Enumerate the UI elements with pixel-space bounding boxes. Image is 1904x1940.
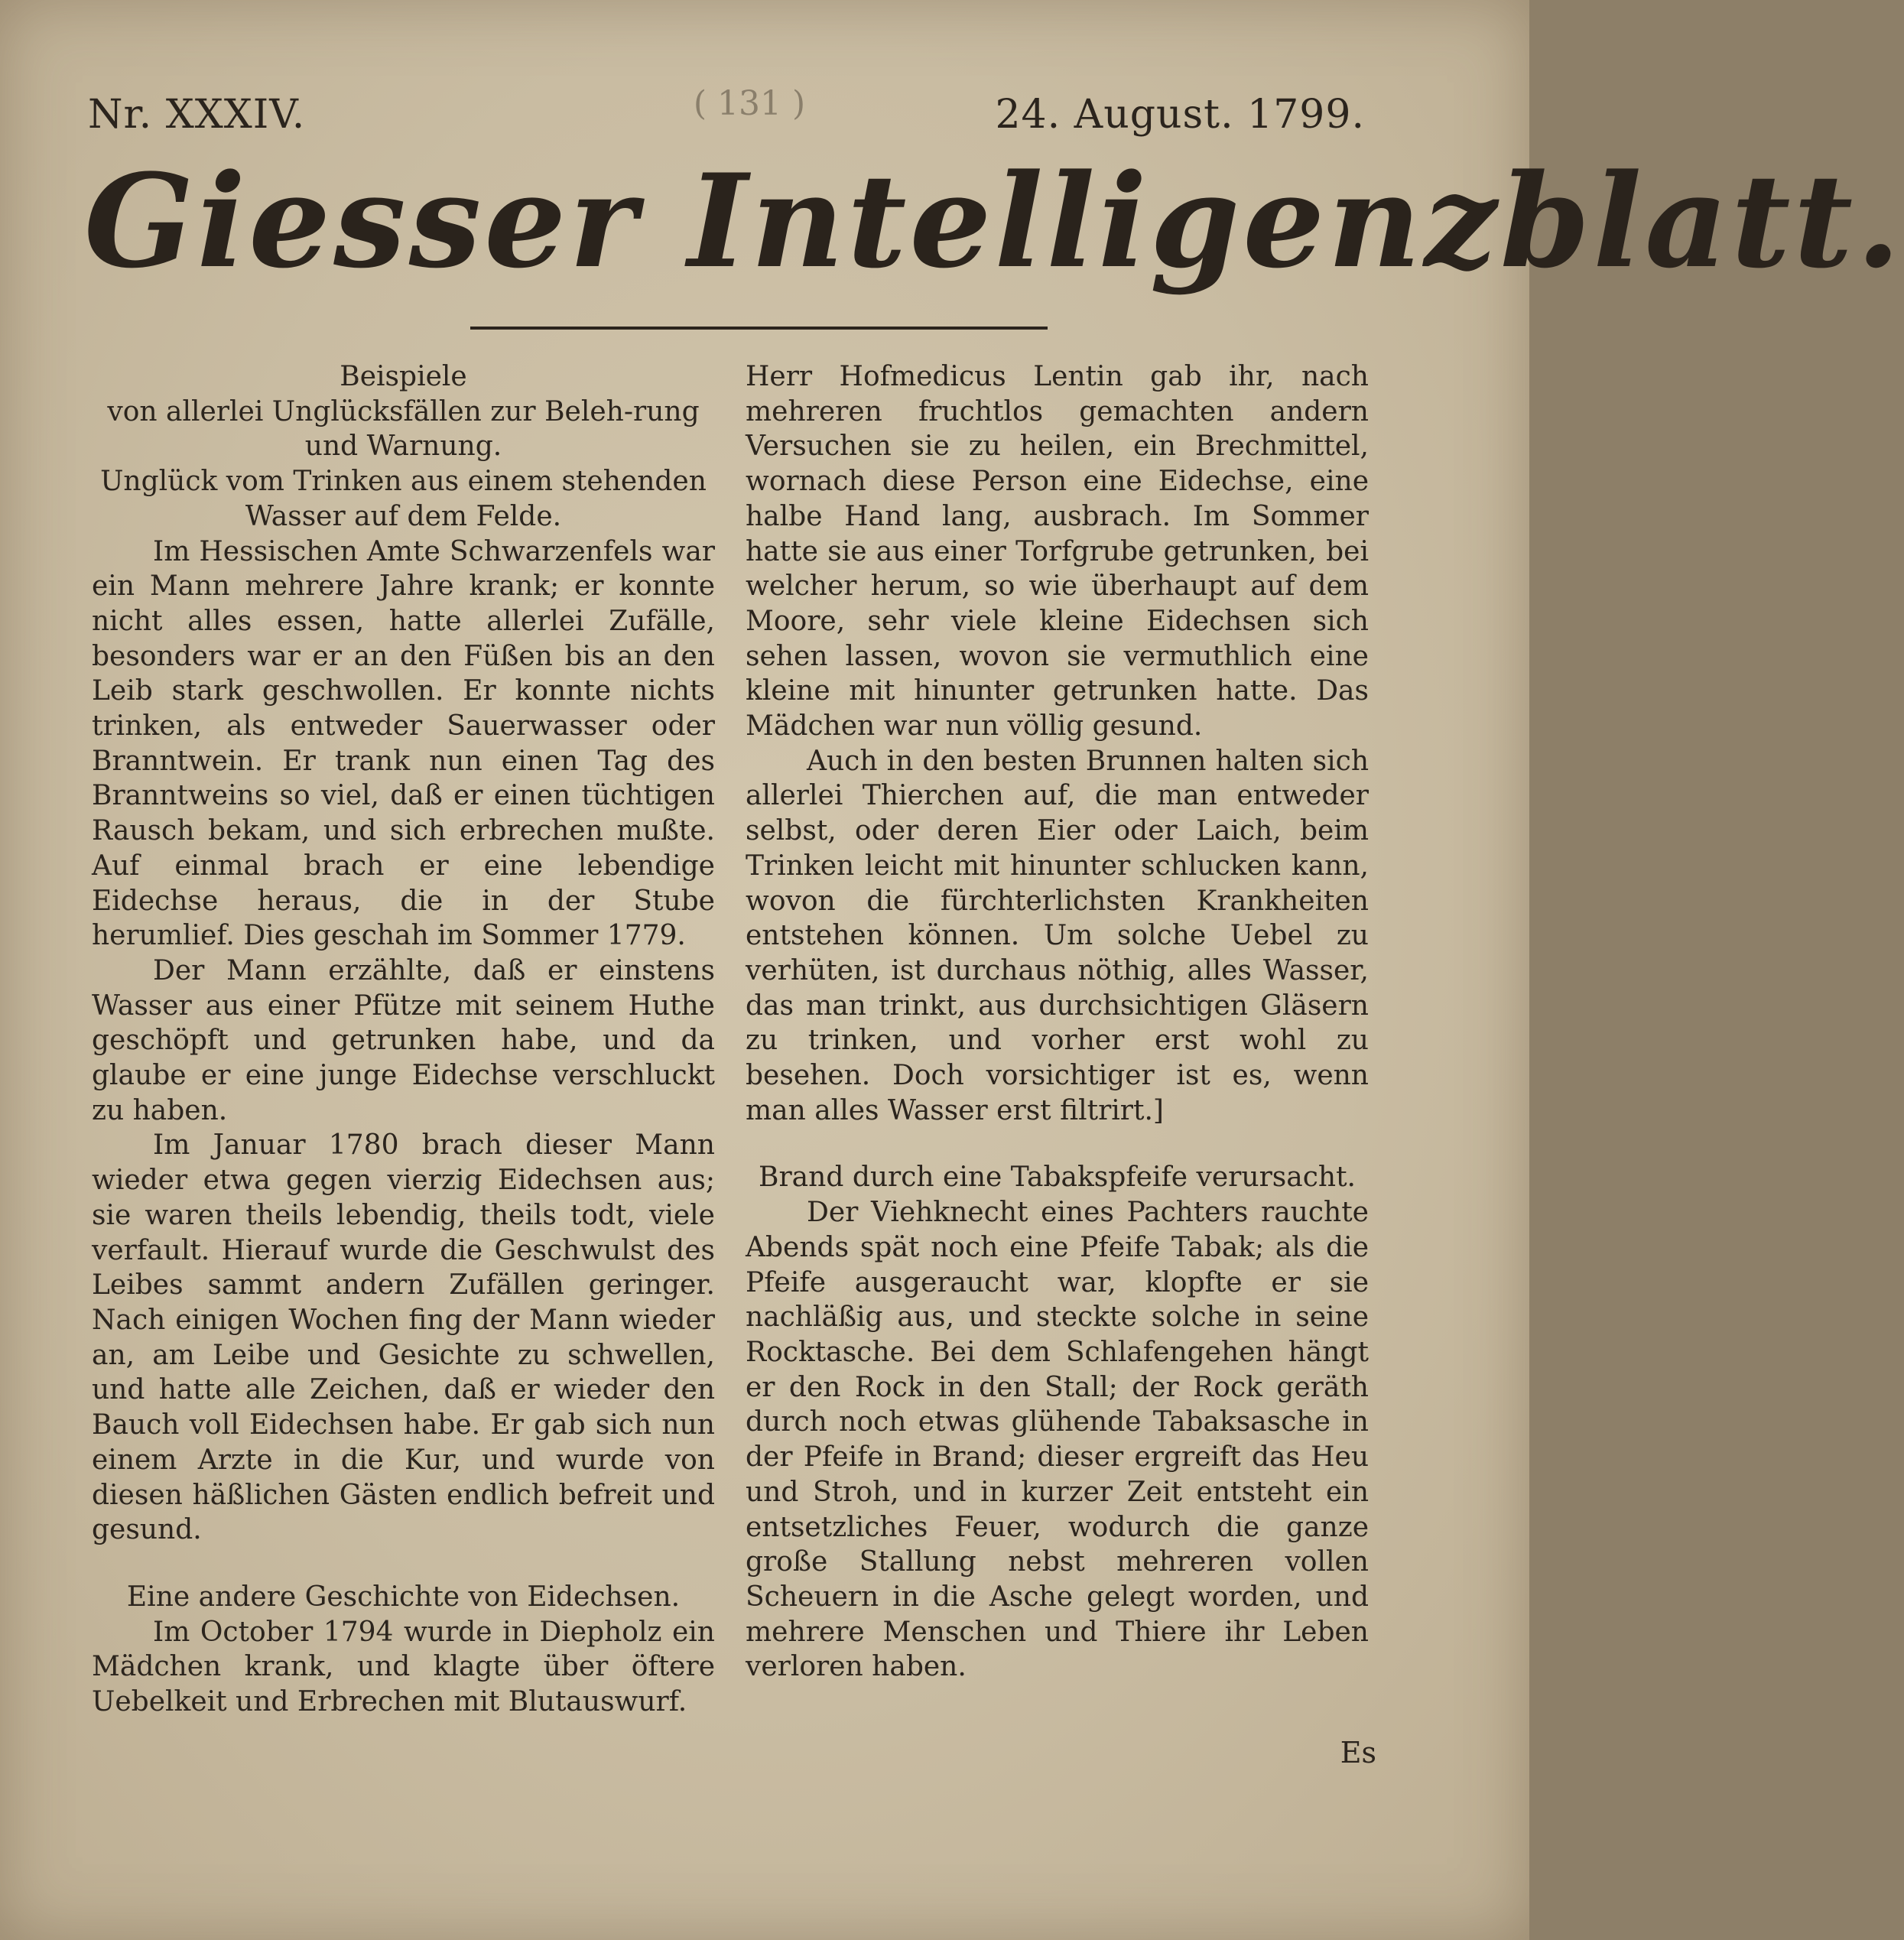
issue-date: 24. August. 1799.: [995, 92, 1365, 138]
article-paragraph: Der Mann erzählte, daß er einstens Wasser aus einer Pfütze mit seinem Huthe geschöpft und getrunken habe, und da glaube er eine junge Eidechse verschluckt zu haben.: [92, 954, 715, 1126]
masthead-title: Giesser Intelligenzblatt.: [84, 145, 1904, 297]
section-subtitle: von allerlei Unglücksfällen zur Beleh-rung und Warnung.: [107, 395, 700, 463]
masthead-rule: [470, 327, 1048, 330]
article-heading-1: Unglück vom Trinken aus einem stehenden Wasser auf dem Felde.: [100, 466, 707, 532]
right-column: [746, 359, 1369, 1685]
article-paragraph: Im Januar 1780 brach dieser Mann wieder etwa gegen vierzig Eidechsen aus; sie waren theils lebendig, theils todt, viele verfault. Hierauf wurde die Geschwulst des Leibes sammt andern Zufällen geringer. Nach einigen Wochen fing der Mann wieder an, am Leibe und Gesichte zu schwellen, und hatte alle Zeichen, daß er wieder den Bauch voll Eidechsen habe. Er gab sich nun einem Arzte in die Kur, und wurde von diesen häßlichen Gästen endlich befreit und gesund.: [92, 1129, 715, 1546]
article-paragraph: Im Hessischen Amte Schwarzenfels war ein Mann mehrere Jahre krank; er konnte nicht alles essen, hatte allerlei Zufälle, besonders war er an den Füßen bis an den Leib stark geschwollen. Er konnte nichts trinken, als entweder Sauerwasser oder Branntwein. Er trank nun einen Tag des Branntweins so viel, daß er einen tüchtigen Rausch bekam, und sich erbrechen mußte. Auf einmal brach er eine lebendige Eidechse heraus, die in der Stube herumlief. Dies geschah im Sommer 1779.: [92, 535, 715, 952]
catchword: Es: [1340, 1736, 1376, 1769]
left-column: [92, 359, 715, 1720]
article-paragraph: Der Viehknecht eines Pachters rauchte Abends spät noch eine Pfeife Tabak; als die Pfeife ausgeraucht war, klopfte er sie nachläßig aus, und steckte solche in seine Rocktasche. Bei dem Schlafengehen hängt er den Rock in den Stall; der Rock geräth durch noch etwas glühende Tabaksasche in der Pfeife in Brand; dieser ergreift das Heu und Stroh, und in kurzer Zeit entsteht ein entsetzliches Feuer, wodurch die ganze große Stallung nebst mehreren vollen Scheuern in die Asche gelegt worden, und mehrere Menschen und Thiere ihr Leben verloren haben.: [746, 1197, 1369, 1683]
article-heading-3: Brand durch eine Tabakspfeife verursacht.: [759, 1162, 1356, 1194]
article-paragraph: Herr Hofmedicus Lentin gab ihr, nach mehreren fruchtlos gemachten andern Versuchen sie zu heilen, ein Brechmittel, wornach diese Person eine Eidechse, eine halbe Hand lang, ausbrach. Im Sommer hatte sie aus einer Torfgrube getrunken, bei welcher herum, so wie überhaupt auf dem Moore, sehr viele kleine Eidechsen sich sehen lassen, wovon sie vermuthlich eine kleine mit hinunter getrunken hatte. Das Mädchen war nun völlig gesund.: [746, 361, 1369, 743]
article-paragraph: Im October 1794 wurde in Diepholz ein Mädchen krank, und klagte über öftere Uebelkeit und Erbrechen mit Blutauswurf.: [92, 1616, 715, 1718]
section-title: Beispiele: [340, 361, 467, 392]
page-number: ( 131 ): [693, 84, 806, 123]
issue-number: Nr. XXXIV.: [88, 92, 306, 138]
article-paragraph: Auch in den besten Brunnen halten sich allerlei Thierchen auf, die man entweder selbst, oder deren Eier oder Laich, beim Trinken leicht mit hinunter schlucken kann, wovon die fürchterlichsten Krankheiten entstehen können. Um solche Uebel zu verhüten, ist durchaus nöthig, alles Wasser, das man trinkt, aus durchsichtigen Gläsern zu trinken, und vorher erst wohl zu besehen. Doch vorsichtiger ist es, wenn man alles Wasser erst filtrirt.]: [746, 745, 1369, 1126]
article-heading-2: Eine andere Geschichte von Eidechsen.: [126, 1581, 681, 1613]
